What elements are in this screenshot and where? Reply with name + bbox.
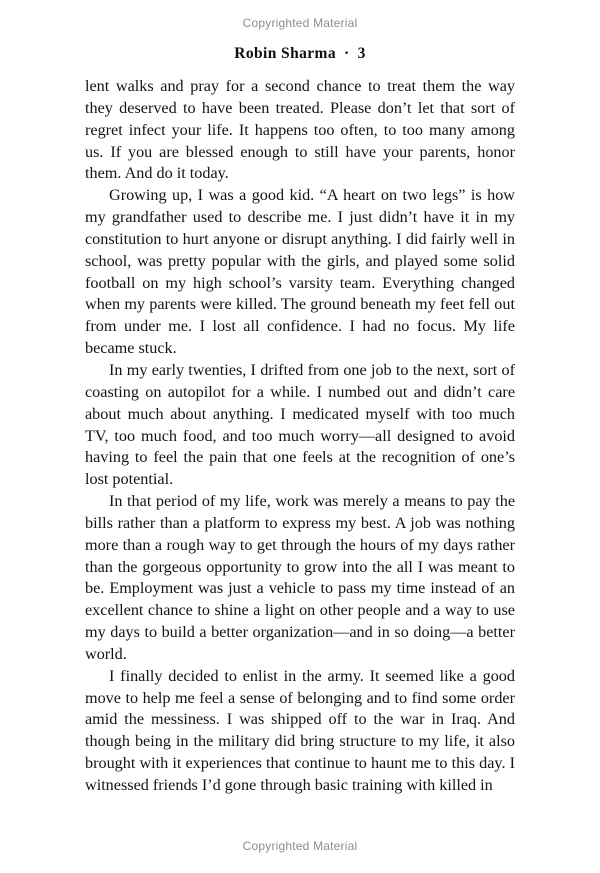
body-text — [85, 76, 515, 797]
copyright-notice-top: Copyrighted Material — [242, 16, 358, 30]
paragraph: In that period of my life, work was merely a means to pay the bills rather than a platform to express my best. A job was nothing more than a rough way to get through the hours of my days rather than the gorgeous opportunity to grow into the all I was meant to be. Employment was just a vehicle to pass my time instead of an excellent chance to shine a light on other people and a way to use my days to build a better organization—and in so doing—a better world. — [85, 492, 515, 663]
paragraph: In my early twenties, I drifted from one job to the next, sort of coasting on autopilot for a while. I numbed out and didn’t care about much about anything. I medicated myself with too much TV, too much food, and too much worry—all designed to avoid having to feel the pain that one feels at the recognition of one’s lost potential. — [85, 360, 515, 489]
header-separator: · — [343, 45, 350, 62]
paragraph: Growing up, I was a good kid. “A heart on two legs” is how my grandfather used to describe me. I just didn’t have it in my constitution to hurt anyone or disrupt anything. I did fairly well in school, was pretty popular with the girls, and played some solid football on my high school’s varsity team. Everything changed when my parents were killed. The ground beneath my feet fell out from under me. I lost all confidence. I had no focus. My life became stuck. — [85, 186, 515, 358]
running-header — [0, 45, 600, 63]
copyright-notice-bottom: Copyrighted Material — [242, 839, 358, 853]
page-number: 3 — [357, 45, 366, 62]
paragraph-continuation: lent walks and pray for a second chance to treat them the way they deserved to have been treated. Please don’t let that sort of regret infect your life. It happens too often, to too many among us. If you are blessed enough to still have your parents, honor them. And do it today. — [85, 77, 515, 183]
author-name: Robin Sharma — [234, 45, 336, 62]
paragraph: I finally decided to enlist in the army. It seemed like a good move to help me feel a sense of belonging and to find some order amid the messiness. I was shipped off to the war in Iraq. And though being in the military did bring structure to my life, it also brought with it experiences that continue to haunt me to this day. I witnessed friends I’d gone through basic training with killed in — [85, 666, 515, 794]
